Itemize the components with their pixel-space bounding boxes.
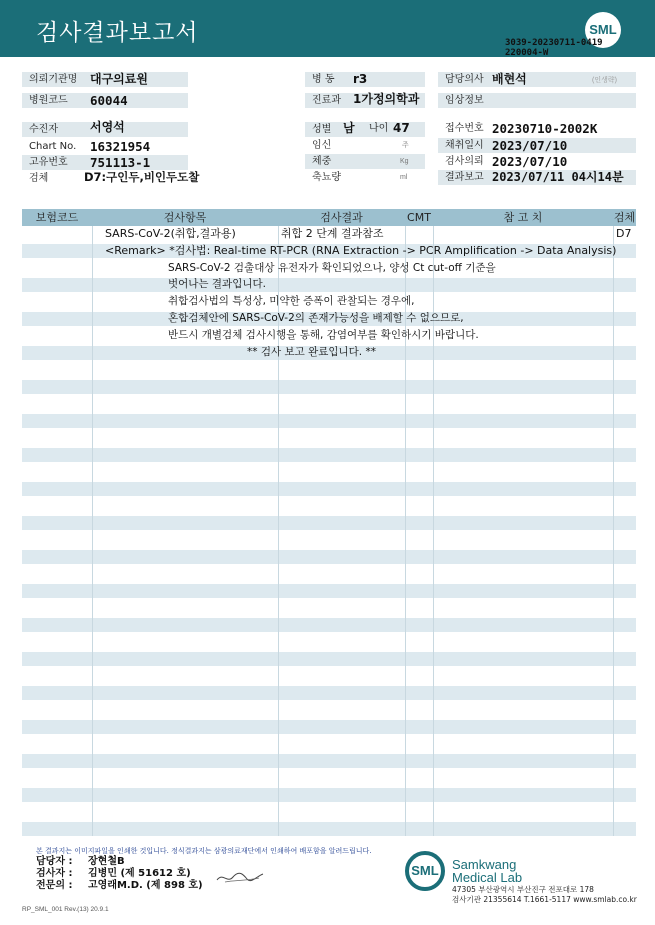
table-stripe (22, 618, 636, 632)
lab-name-line2: Medical Lab (452, 870, 523, 885)
signer-tester (36, 868, 191, 880)
col-insurance-code: 보험코드 (35, 211, 79, 224)
lab-address-line2: 검사기관 21355614 T.1661-5117 www.smlab.co.kr (452, 895, 637, 904)
lab-name-line1: Samkwang (452, 857, 517, 872)
lab-address (452, 885, 637, 905)
department-value: 1가정의학과 (353, 92, 420, 106)
signer-name: 김병민 (제 51612 호) (88, 868, 191, 879)
signature-scribble (215, 868, 265, 886)
hospital-code-label: 병원코드 (22, 93, 188, 108)
chart-no-label: Chart No. (29, 141, 77, 152)
signer-name: 고영래M.D. (제 898 호) (88, 880, 203, 891)
col-specimen: 검체 (613, 211, 636, 224)
table-stripe (22, 720, 636, 734)
table-stripe (22, 686, 636, 700)
request-date-label: 검사의뢰 (445, 156, 484, 167)
chart-no-value: 16321954 (90, 139, 151, 154)
table-stripe (22, 822, 636, 836)
document-number-line2: 220004-W (505, 48, 549, 58)
specimen-value: D7:구인두,비인두도찰 (84, 170, 200, 184)
ward-value: r3 (353, 72, 368, 86)
clinical-info-label: 임상정보 (438, 93, 636, 108)
age-label: 나이 (369, 123, 389, 134)
unique-no-value: 751113-1 (90, 155, 151, 170)
table-stripe (22, 550, 636, 564)
specimen-cell: D7 (616, 227, 632, 240)
recipient-label: 수진자 (22, 122, 188, 137)
report-date-value: 2023/07/11 04시14분 (492, 170, 624, 184)
remark-line: <Remark> *검사법: Real-time RT-PCR (RNA Extraction -> PCR Amplification -> Data Analysis) (105, 244, 617, 257)
sml-logo: SML (585, 12, 621, 48)
unique-no-label: 고유번호 (22, 155, 188, 170)
lab-address-line1: 47305 부산광역시 부산진구 전포대로 178 (452, 885, 594, 894)
signer-role: 검사자 : (36, 868, 73, 879)
department-label: 진료과 (305, 93, 425, 108)
completion-message: ** 검사 보고 완료입니다. ** (247, 346, 376, 358)
urine-label: 축뇨량 (312, 172, 341, 183)
ward-label: 병 동 (305, 72, 425, 87)
pregnancy-unit: 주 (402, 142, 409, 149)
table-stripe (22, 278, 636, 292)
table-stripe (22, 380, 636, 394)
remark-line: SARS-CoV-2 검출대상 유전자가 확인되었으나, 양성 Ct cut-off 기준을 (168, 262, 496, 274)
table-stripe (22, 448, 636, 462)
signer-specialist (36, 880, 203, 892)
document-number-line1: 3039-20230711-0419 (505, 38, 603, 48)
remark-line: 혼합검체안에 SARS-CoV-2의 존재가능성을 배제할 수 없으므로, (168, 312, 464, 324)
table-stripe (22, 652, 636, 666)
remark-line: 취합검사법의 특성상, 미약한 증폭이 관찰되는 경우에, (168, 295, 415, 307)
sex-value: 남 (343, 121, 355, 135)
column-divider (613, 226, 614, 836)
remark-line: 반드시 개별검체 검사시행을 통해, 감염여부를 확인하시기 바랍니다. (168, 329, 479, 341)
weight-label: 체중 (305, 154, 425, 169)
table-stripe (22, 482, 636, 496)
specimen-label: 검체 (29, 173, 49, 184)
signer-staff (36, 856, 125, 868)
document-number (505, 38, 650, 58)
column-divider (92, 226, 93, 836)
table-stripe (22, 414, 636, 428)
institution-value: 대구의료원 (90, 72, 148, 86)
test-result-cell: 취합 2 단계 결과참조 (281, 227, 384, 240)
urine-unit: ml (400, 174, 408, 181)
col-reference: 참 고 치 (503, 211, 543, 224)
col-cmt: CMT (407, 211, 431, 224)
form-code: RP_SML_001 Rev.(13) 20.9.1 (22, 906, 109, 913)
signer-role: 전문의 : (36, 880, 73, 891)
test-item-cell: SARS-CoV-2(취합,결과용) (105, 227, 236, 240)
institution-label: 의뢰기관명 (22, 72, 188, 87)
pregnancy-label: 임신 (312, 140, 332, 151)
weight-unit: Kg (400, 158, 409, 165)
remark-line: 벗어나는 결과입니다. (168, 278, 266, 290)
age-value: 47 (393, 121, 410, 135)
table-stripe (22, 788, 636, 802)
accession-value: 20230710-2002K (492, 121, 598, 136)
signer-role: 담당자 : (36, 856, 73, 867)
doctor-label: 담당의사 (438, 72, 636, 87)
signer-name: 장현철B (88, 856, 125, 867)
document-title: 검사결과보고서 (36, 20, 199, 46)
collection-date-label: 채취일시 (438, 138, 636, 153)
col-test-result: 검사결과 (320, 211, 363, 224)
hospital-code-value: 60044 (90, 93, 128, 108)
sex-label: 성별 (305, 122, 425, 137)
request-date-value: 2023/07/10 (492, 154, 568, 169)
col-test-item: 검사항목 (163, 211, 207, 224)
lab-name (452, 858, 522, 884)
recipient-value: 서영석 (90, 120, 125, 134)
lab-logo: SML (405, 851, 445, 891)
doctor-value: 배현석 (492, 72, 527, 86)
doctor-seal: (인생략) (592, 77, 617, 84)
table-stripe (22, 754, 636, 768)
report-date-label: 결과보고 (438, 170, 636, 185)
collection-date-value: 2023/07/10 (492, 138, 568, 153)
table-stripe (22, 584, 636, 598)
accession-label: 접수번호 (445, 123, 484, 134)
print-notice: 본 결과지는 이미지파일을 인쇄한 것입니다. 정식결과지는 삼광의료재단에서 인쇄하여 배포함을 알려드립니다. (36, 847, 372, 855)
table-stripe (22, 516, 636, 530)
results-table-header (22, 209, 636, 226)
